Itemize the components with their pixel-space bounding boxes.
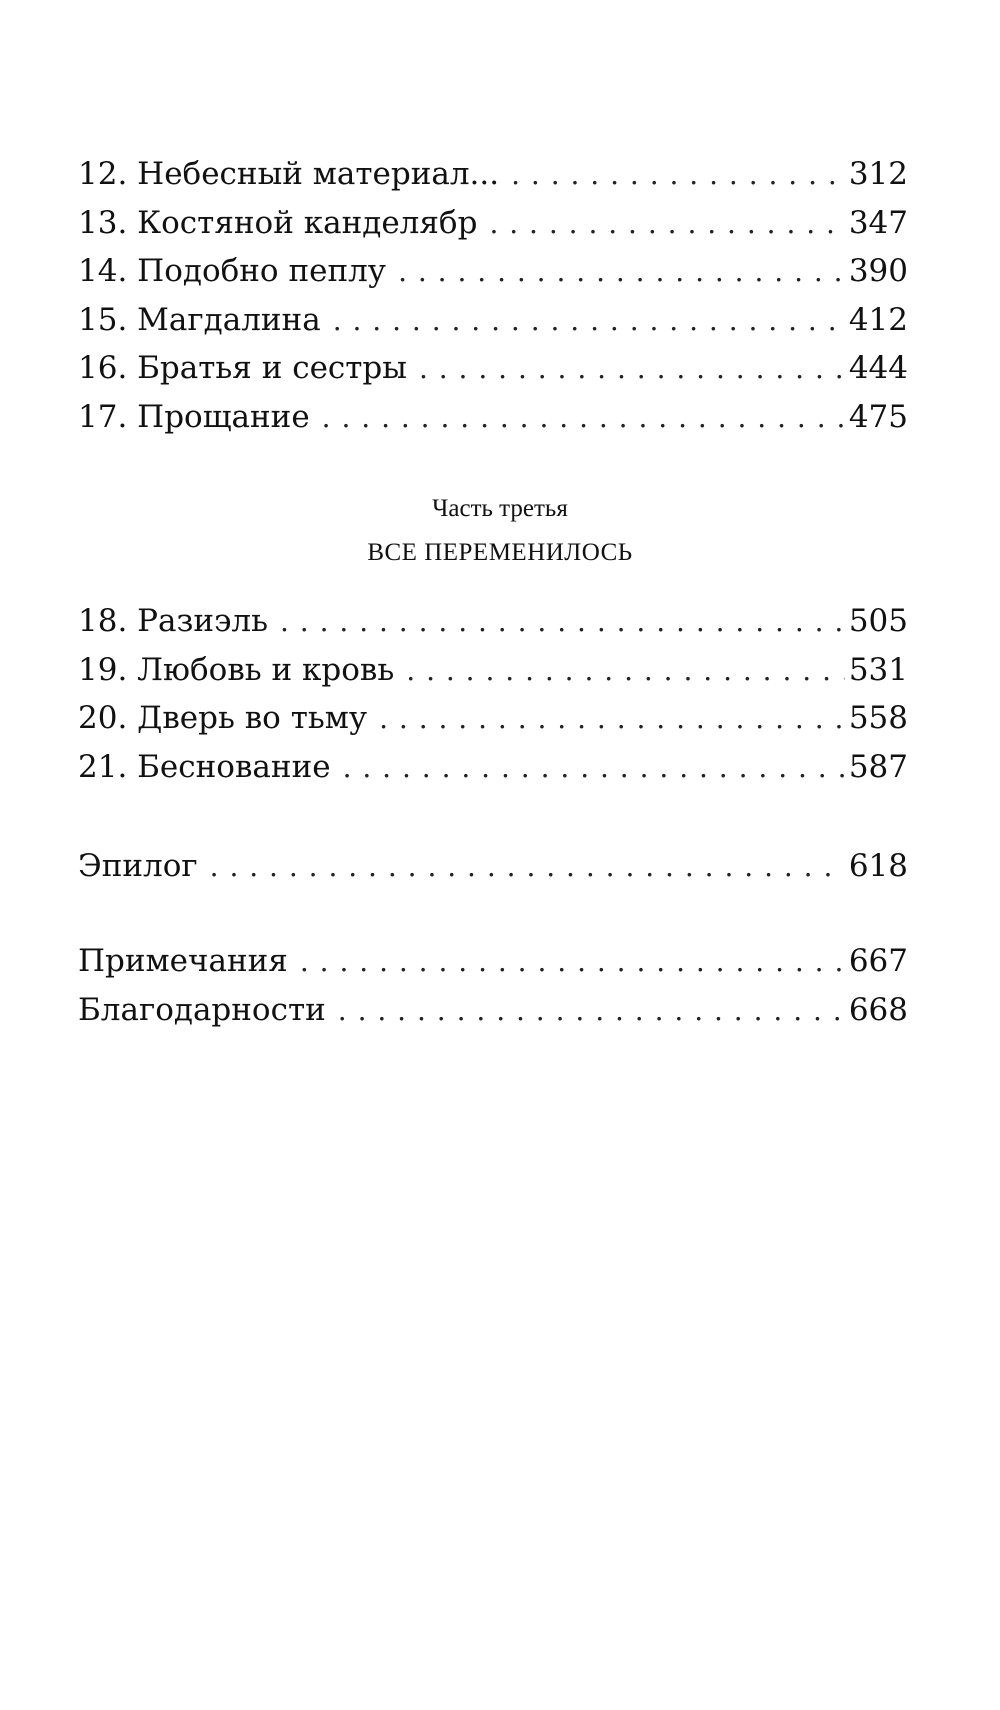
toc-entry-page: 412 (848, 301, 908, 338)
toc-entry-title: Примечания (78, 943, 288, 979)
toc-entry-page: 667 (848, 943, 908, 979)
toc-entry-title: 13. Костяной канделябр (78, 204, 478, 241)
dot-leader (379, 695, 845, 744)
toc-entry-title: Благодарности (78, 991, 326, 1028)
toc-entry-title: 19. Любовь и кровь (78, 651, 395, 688)
toc-entry (78, 986, 908, 1035)
toc-entry (78, 937, 908, 986)
toc-entry (78, 199, 908, 248)
toc-entry-title: 15. Магдалина (78, 301, 321, 338)
part-title: ВСЕ ПЕРЕМЕНИЛОСЬ (367, 539, 633, 566)
dot-leader (419, 345, 845, 394)
toc-entry-page: 531 (848, 651, 908, 688)
part-label: Часть третья (432, 495, 568, 522)
dot-leader (300, 938, 845, 987)
toc-entry (78, 247, 908, 296)
toc-entry (78, 150, 908, 199)
dot-leader (489, 200, 844, 249)
toc-entry-page: 390 (848, 253, 908, 289)
toc-group-part-three (78, 597, 908, 791)
toc-entry-title: 16. Братья и сестры (78, 350, 407, 386)
toc-entry-page: 505 (848, 603, 908, 639)
dot-leader (322, 394, 845, 443)
toc-entry-page: 587 (848, 748, 908, 785)
toc-entry (78, 646, 908, 695)
toc-entry (78, 694, 908, 743)
toc-entry-page: 312 (848, 156, 908, 192)
toc-entry-page: 444 (848, 350, 908, 386)
dot-leader (343, 744, 845, 793)
toc-group-part-two (78, 150, 908, 441)
dot-leader (511, 151, 845, 200)
toc-entry (78, 296, 908, 345)
toc-entry-title: 18. Разиэль (78, 603, 268, 639)
dot-leader (333, 297, 845, 346)
dot-leader (210, 843, 845, 892)
toc-entry-title: 12. Небесный материал... (78, 156, 500, 192)
toc-group-back-matter (78, 937, 908, 1034)
toc-entry-page: 618 (848, 848, 908, 884)
toc-entry-title: 20. Дверь во тьму (78, 700, 368, 736)
dot-leader (338, 987, 845, 1036)
toc-entry-page: 347 (848, 204, 908, 241)
toc-entry-page: 668 (848, 991, 908, 1028)
dot-leader (280, 598, 845, 647)
toc-entry (78, 344, 908, 393)
toc-entry (78, 597, 908, 646)
toc-entry (78, 743, 908, 792)
toc-entry-title: 17. Прощание (78, 398, 310, 435)
dot-leader (398, 248, 845, 297)
toc-group-epilogue (78, 842, 908, 891)
toc-entry-page: 558 (848, 700, 908, 736)
toc-entry-title: Эпилог (78, 848, 198, 884)
toc-entry (78, 393, 908, 442)
dot-leader (406, 647, 845, 696)
toc-entry-page: 475 (848, 398, 908, 435)
toc-entry (78, 842, 908, 891)
toc-entry-title: 14. Подобно пеплу (78, 253, 387, 289)
toc-entry-title: 21. Беснование (78, 748, 331, 785)
